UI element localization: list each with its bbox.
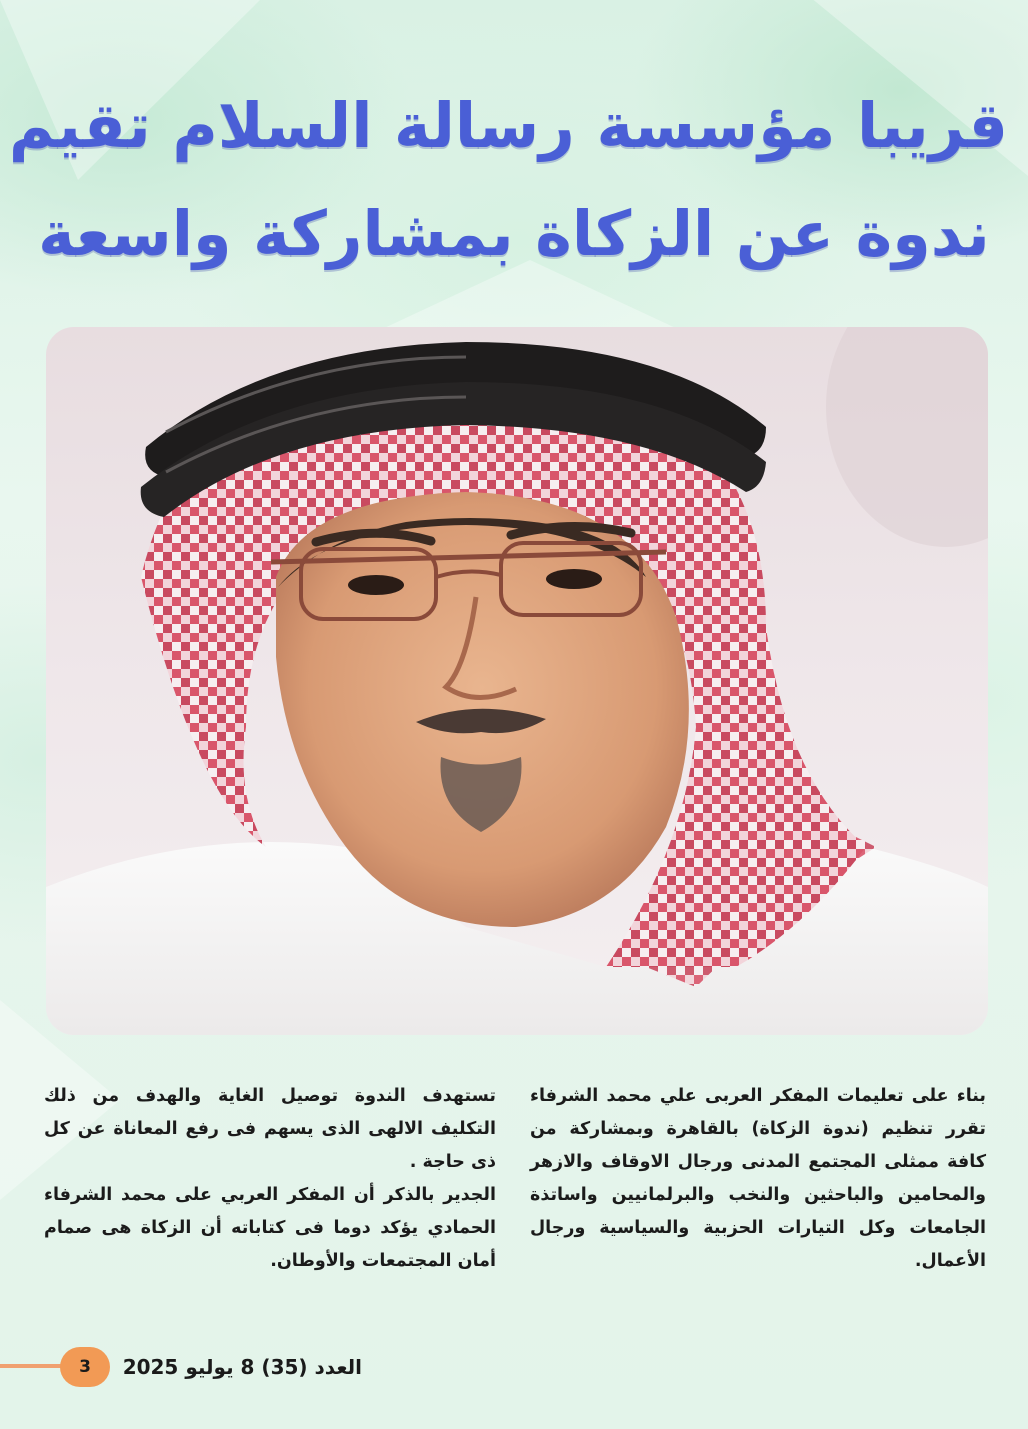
article-paragraph: تستهدف الندوة توصيل الغاية والهدف من ذلك التكليف الالهى الذى يسهم فى رفع المعاناة عن كل ذى حاجة . (44, 1086, 496, 1172)
page-number-badge: 3 (60, 1347, 110, 1387)
headline-line-1: قريبا مؤسسة رسالة السلام تقيم (8, 89, 1008, 162)
portrait-photo (46, 327, 988, 1035)
headline-line-2: ندوة عن الزكاة بمشاركة واسعة (38, 197, 990, 270)
article-headline (8, 72, 1008, 288)
issue-date: العدد (35) 8 يوليو 2025 (122, 1355, 362, 1379)
article-column-left (44, 1080, 496, 1278)
page-footer (0, 1345, 1028, 1389)
article-column-right (530, 1080, 986, 1278)
article-paragraph: الجدير بالذكر أن المفكر العربي على محمد الشرفاء الحمادي يؤكد دوما فى كتاباته أن الزكاة هى صمام أمان المجتمعات والأوطان. (44, 1185, 496, 1271)
article-paragraph: بناء على تعليمات المفكر العربى علي محمد الشرفاء تقرر تنظيم (ندوة الزكاة) بالقاهرة وبمشاركة من كافة ممثلى المجتمع المدنى ورجال الاوقاف والازهر والمحامين والباحثين والنخب والبرلمانيين واساتذة الجامعات وكل التيارات الحزبية والسياسية ورجال الأعمال. (530, 1086, 986, 1271)
